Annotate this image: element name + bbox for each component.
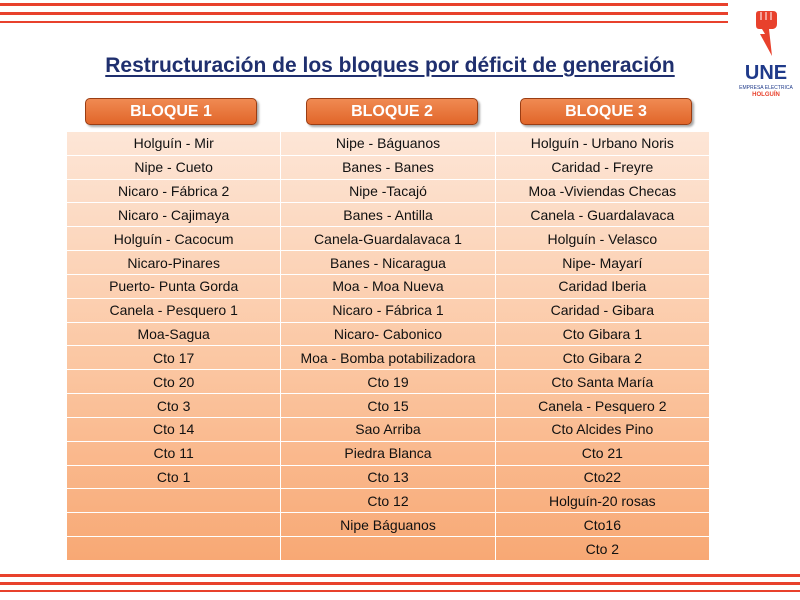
table-row [67, 227, 710, 251]
table-cell-bloque-1: Nicaro - Cajimaya [67, 203, 281, 227]
table-cell-bloque-1: Cto 14 [67, 417, 281, 441]
table-cell-bloque-1 [67, 513, 281, 537]
table-cell-bloque-2: Moa - Moa Nueva [281, 274, 495, 298]
table-cell-bloque-1: Canela - Pesquero 1 [67, 298, 281, 322]
table-cell-bloque-3: Cto Gibara 2 [495, 346, 709, 370]
table-cell-bloque-3: Moa -Viviendas Checas [495, 179, 709, 203]
blocks-table [66, 131, 710, 561]
table-cell-bloque-1: Holguín - Cacocum [67, 227, 281, 251]
table-cell-bloque-2: Moa - Bomba potabilizadora [281, 346, 495, 370]
table-cell-bloque-2: Cto 13 [281, 465, 495, 489]
table-cell-bloque-1: Nicaro - Fábrica 2 [67, 179, 281, 203]
top-stripe-1 [0, 3, 728, 6]
top-stripe-3 [0, 21, 728, 23]
table-cell-bloque-3: Cto Gibara 1 [495, 322, 709, 346]
table-row [67, 274, 710, 298]
table-row [67, 346, 710, 370]
table-cell-bloque-3: Canela - Pesquero 2 [495, 394, 709, 418]
bloque-2-header: BLOQUE 2 [306, 98, 478, 125]
table-cell-bloque-1: Cto 20 [67, 370, 281, 394]
table-cell-bloque-1: Nicaro-Pinares [67, 251, 281, 275]
table-cell-bloque-3: Caridad - Gibara [495, 298, 709, 322]
table-cell-bloque-1: Moa-Sagua [67, 322, 281, 346]
top-stripe-2 [0, 12, 728, 15]
table-cell-bloque-3: Cto Santa María [495, 370, 709, 394]
table-cell-bloque-3: Cto 21 [495, 441, 709, 465]
table-cell-bloque-1: Puerto- Punta Gorda [67, 274, 281, 298]
bottom-stripe-3 [0, 590, 800, 592]
table-cell-bloque-2: Cto 19 [281, 370, 495, 394]
table-cell-bloque-2: Banes - Antilla [281, 203, 495, 227]
table-row [67, 394, 710, 418]
une-logo [735, 8, 797, 98]
table-cell-bloque-2: Banes - Banes [281, 155, 495, 179]
table-row [67, 465, 710, 489]
logo-subtitle: EMPRESA ELECTRICA [739, 85, 793, 91]
table-cell-bloque-1 [67, 537, 281, 561]
table-row [67, 179, 710, 203]
table-cell-bloque-1: Holguín - Mir [67, 132, 281, 156]
table-row [67, 489, 710, 513]
table-cell-bloque-3: Cto22 [495, 465, 709, 489]
table-cell-bloque-2: Sao Arriba [281, 417, 495, 441]
table-cell-bloque-3: Holguín-20 rosas [495, 489, 709, 513]
table-row [67, 417, 710, 441]
table-cell-bloque-2: Nicaro- Cabonico [281, 322, 495, 346]
table-cell-bloque-1: Cto 11 [67, 441, 281, 465]
page-title: Restructuración de los bloques por déficit de generación [105, 54, 675, 77]
table-row [67, 441, 710, 465]
logo-brand: UNE [744, 62, 788, 84]
bottom-stripe-2 [0, 582, 800, 585]
table-row [67, 513, 710, 537]
table-cell-bloque-3: Cto Alcides Pino [495, 417, 709, 441]
table-cell-bloque-3: Nipe- Mayarí [495, 251, 709, 275]
table-cell-bloque-2: Piedra Blanca [281, 441, 495, 465]
table-row [67, 155, 710, 179]
logo-city: HOLGUÍN [752, 92, 780, 98]
table-cell-bloque-2: Cto 12 [281, 489, 495, 513]
bloque-3-header: BLOQUE 3 [520, 98, 692, 125]
table-row [67, 322, 710, 346]
table-row [67, 251, 710, 275]
bottom-stripe-1 [0, 574, 800, 577]
table-cell-bloque-2: Banes - Nicaragua [281, 251, 495, 275]
table-cell-bloque-1: Nipe - Cueto [67, 155, 281, 179]
table-row [67, 203, 710, 227]
table-cell-bloque-1: Cto 1 [67, 465, 281, 489]
table-cell-bloque-2: Nicaro - Fábrica 1 [281, 298, 495, 322]
table-cell-bloque-2: Nipe -Tacajó [281, 179, 495, 203]
table-cell-bloque-3: Caridad - Freyre [495, 155, 709, 179]
table-cell-bloque-3: Caridad Iberia [495, 274, 709, 298]
table-row [67, 537, 710, 561]
table-row [67, 132, 710, 156]
table-row [67, 298, 710, 322]
table-cell-bloque-1: Cto 3 [67, 394, 281, 418]
table-cell-bloque-3: Holguín - Velasco [495, 227, 709, 251]
table-cell-bloque-3: Cto 2 [495, 537, 709, 561]
table-cell-bloque-2: Cto 15 [281, 394, 495, 418]
table-cell-bloque-3: Canela - Guardalavaca [495, 203, 709, 227]
table-row [67, 370, 710, 394]
table-cell-bloque-3: Holguín - Urbano Noris [495, 132, 709, 156]
table-cell-bloque-1: Cto 17 [67, 346, 281, 370]
table-cell-bloque-1 [67, 489, 281, 513]
fist-lightning-icon [753, 10, 779, 58]
table-cell-bloque-2: Nipe - Báguanos [281, 132, 495, 156]
bloque-1-header: BLOQUE 1 [85, 98, 257, 125]
table-cell-bloque-2: Nipe Báguanos [281, 513, 495, 537]
table-cell-bloque-2 [281, 537, 495, 561]
table-cell-bloque-3: Cto16 [495, 513, 709, 537]
table-cell-bloque-2: Canela-Guardalavaca 1 [281, 227, 495, 251]
